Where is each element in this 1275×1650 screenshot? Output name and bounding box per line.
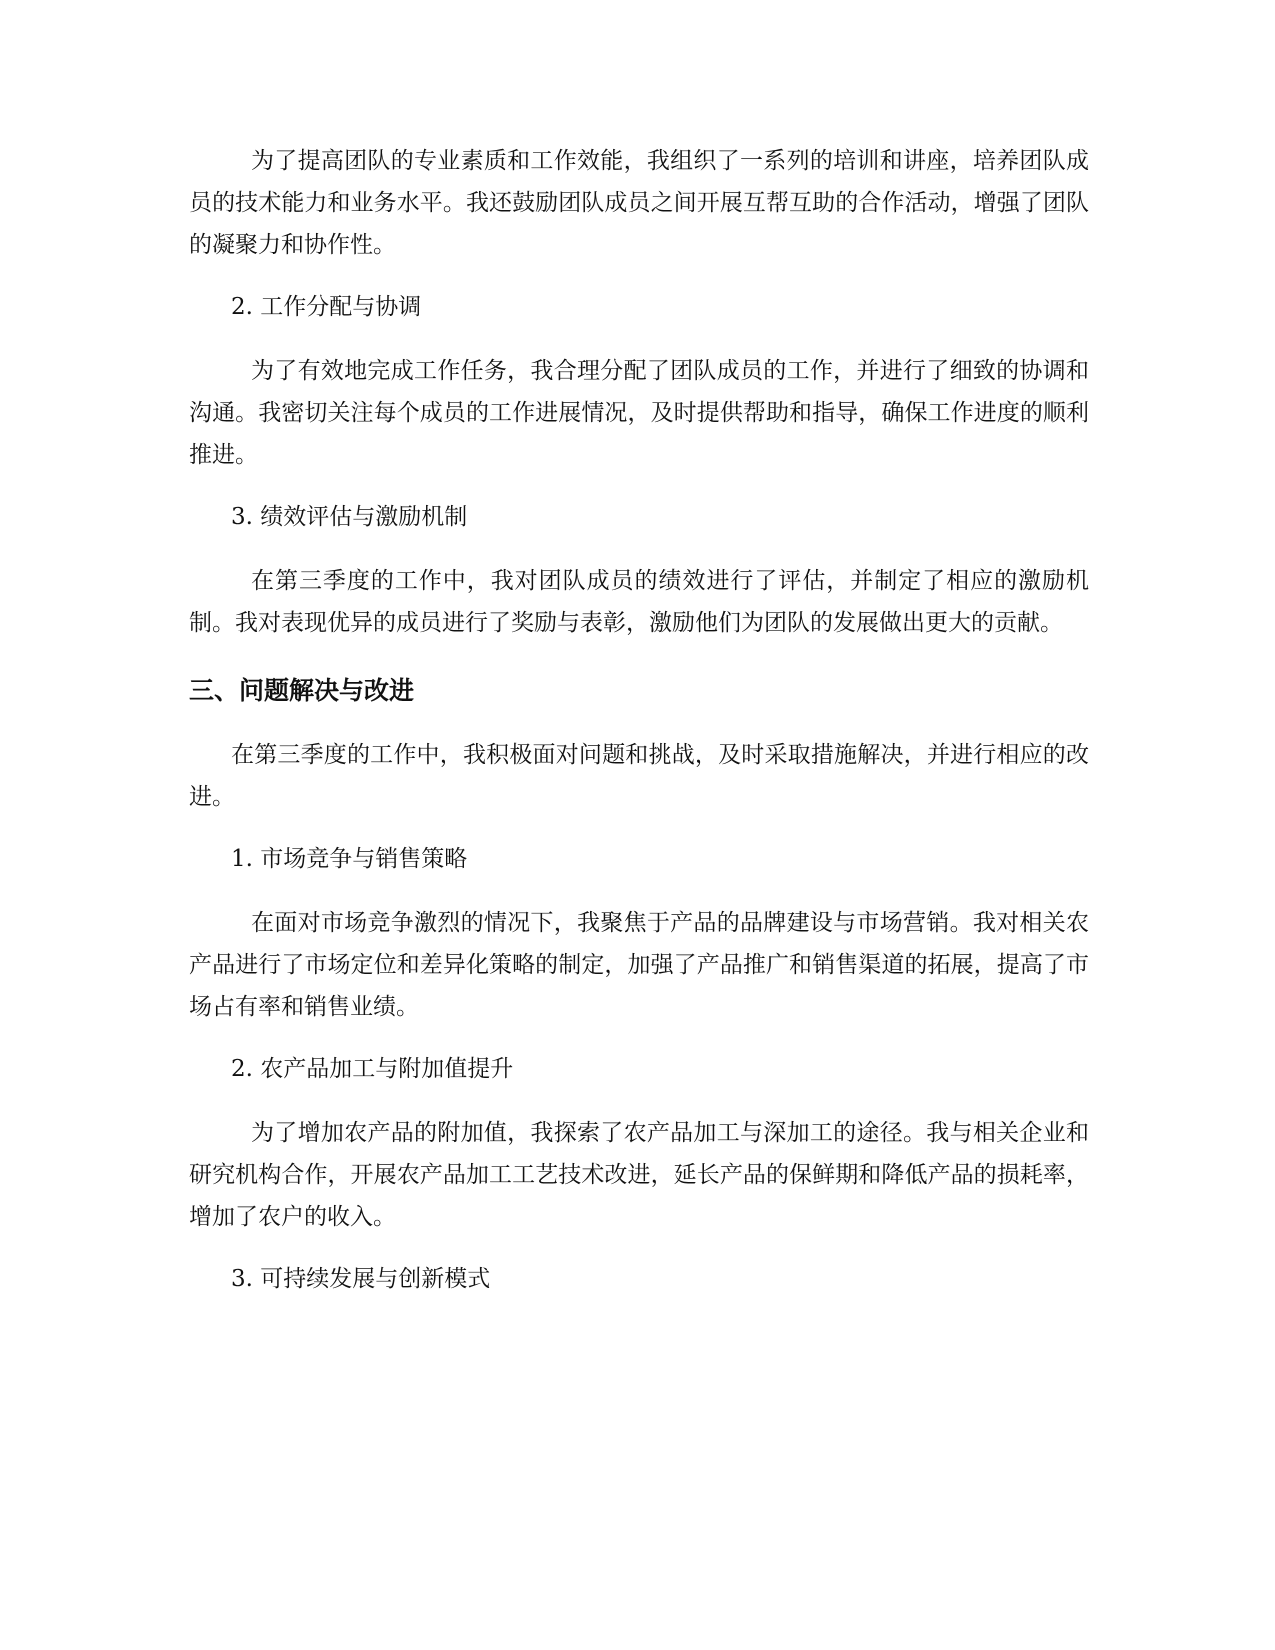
list-item-market: 1. 市场竞争与销售策略 (231, 846, 468, 872)
paragraph-performance: 在第三季度的工作中，我对团队成员的绩效进行了评估，并制定了相应的激励机制。我对表现优异的成员进行了奖励与表彰，激励他们为团队的发展做出更大的贡献。 (189, 568, 1089, 636)
paragraph-processing: 为了增加农产品的附加值，我探索了农产品加工与深加工的途径。我与相关企业和研究机构合作，开展农产品加工工艺技术改进，延长产品的保鲜期和降低产品的损耗率，增加了农户的收入。 (189, 1120, 1089, 1230)
section-heading-problem-solving: 三、问题解决与改进 (189, 676, 415, 705)
paragraph-market: 在面对市场竞争激烈的情况下，我聚焦于产品的品牌建设与市场营销。我对相关农产品进行了市场定位和差异化策略的制定，加强了产品推广和销售渠道的拓展，提高了市场占有率和销售业绩。 (189, 910, 1089, 1020)
paragraph-section-intro: 在第三季度的工作中，我积极面对问题和挑战，及时采取措施解决，并进行相应的改进。 (189, 742, 1089, 810)
list-item-work-allocation: 2. 工作分配与协调 (231, 294, 422, 320)
list-item-performance: 3. 绩效评估与激励机制 (231, 504, 468, 530)
paragraph-work-allocation: 为了有效地完成工作任务，我合理分配了团队成员的工作，并进行了细致的协调和沟通。我密切关注每个成员的工作进展情况，及时提供帮助和指导，确保工作进度的顺利推进。 (189, 358, 1089, 468)
paragraph-team-training: 为了提高团队的专业素质和工作效能，我组织了一系列的培训和讲座，培养团队成员的技术能力和业务水平。我还鼓励团队成员之间开展互帮互助的合作活动，增强了团队的凝聚力和协作性。 (189, 148, 1089, 258)
document-body (189, 140, 1089, 1300)
list-item-processing: 2. 农产品加工与附加值提升 (231, 1056, 514, 1082)
list-item-sustainability: 3. 可持续发展与创新模式 (231, 1266, 491, 1292)
